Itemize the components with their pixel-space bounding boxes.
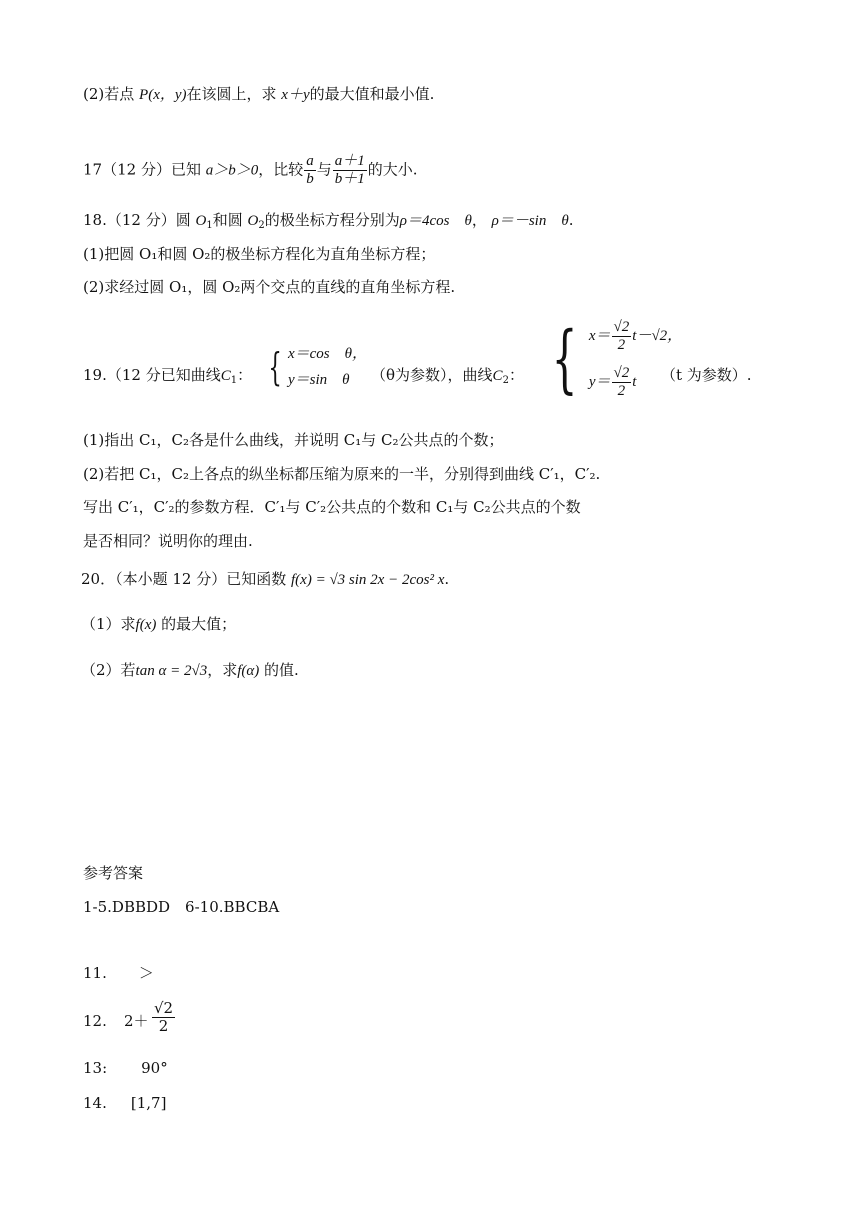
q19-lead: 19.（12 分已知曲线 bbox=[83, 366, 221, 384]
q18-equation-1: ρ＝4cos θ bbox=[399, 213, 472, 229]
question-19-part-1: (1)指出 C₁，C₂各是什么曲线，并说明 C₁与 C₂公共点的个数； bbox=[83, 431, 504, 449]
q16-text: (2)若点 bbox=[83, 85, 135, 103]
q17-text: ，比较 bbox=[258, 160, 304, 179]
q19-c1-system: { x＝cos θ， y＝sin θ bbox=[263, 341, 367, 393]
question-18-part-1: (1)把圆 O₁和圆 O₂的极坐标方程化为直角坐标方程； bbox=[83, 245, 436, 263]
q19-text: （θ为参数），曲线 bbox=[371, 366, 493, 384]
q20-condition: tan α = 2√3 bbox=[135, 663, 208, 679]
question-18-part-2: (2)求经过圆 O₁，圆 O₂两个交点的直线的直角坐标方程. bbox=[83, 278, 456, 296]
answer-14: 14. [1,7] bbox=[83, 1094, 167, 1112]
q20-function-ref: f(α) bbox=[237, 663, 260, 679]
q18-equation-2: ρ＝－sin θ bbox=[491, 213, 569, 229]
q19-param-note: （t 为参数）. bbox=[661, 366, 752, 384]
q18-circle-o2: O bbox=[247, 213, 259, 229]
q16-text: 在该圆上，求 bbox=[186, 85, 277, 103]
q17-fraction-1: $\frac{a}{b}$ bbox=[306, 153, 314, 187]
document-page: (2)若点 P(x，y)在该圆上，求 x＋y的最大值和最小值. 17（12 分）已知 a＞b＞0，比较 $\frac{a}{b}$ 与 $\frac{a+1}{b+1}$ 的大小. 18.（12 分）圆 $O_1$和圆 $O_2$的极坐标方程分别为ρ＝4cos θ， ρ＝－sin θ. (1)把圆 O₁和圆 O₂的极坐标方程化为直角坐标方程； (2)求经过圆 O₁，圆 O₂两个交点的直线的直角坐标方程. 19.（12 分已知曲线$C_1$： { x＝cos θ， y＝sin θ （θ为参数），曲线$C_2$： { x＝ $\frac{√2}{2}$ t－√2， y＝ $\frac{√2}{2}$ t （t 为参数）. (1)指出 C₁，C₂各是什么曲线，并说明 C₁与 C₂公共点的个数； (2)若把 C₁，C₂上各点的纵坐标都压缩为原来的一半，分别得到曲线 C′₁，C′₂. 写出 C′₁，C′₂的参数方程．C′₁与 C′₂公共点的个数和 C₁与 C₂公共点的个数 是否相同？说明你的理由. 20．（本小题 12 分）已知函数 f(x) = √3 sin 2x − 2cos² x. （1）求f(x) 的最大值； （2）若tan α = 2√3，求f(α) 的值. 参考答案 1-5.DBBDD 6-10.BBCBA 11. ＞ 12. 2＋ $\frac{√2}{2}$ 13: 90° 14. [1,7] bbox=[81, 85, 752, 1112]
question-19-part-2b: 写出 C′₁，C′₂的参数方程．C′₁与 C′₂公共点的个数和 C₁与 C₂公共点的个数 bbox=[83, 498, 581, 516]
q18-text: 的极坐标方程分别为 bbox=[264, 211, 400, 229]
answer-11: 11. ＞ bbox=[83, 964, 154, 982]
q17-fraction-2: $\frac{a+1}{b+1}$ bbox=[334, 153, 365, 187]
answers-multiple-choice: 1-5.DBBDD 6-10.BBCBA bbox=[83, 898, 280, 916]
q16-text: 的最大值和最小值. bbox=[309, 85, 435, 103]
answer-12-fraction: $\frac{√2}{2}$ bbox=[154, 999, 174, 1035]
q17-text: 的大小. bbox=[367, 160, 418, 179]
question-20: 20．（本小题 12 分）已知函数 f(x) = √3 sin 2x − 2cos² x. bbox=[81, 570, 450, 588]
question-17 bbox=[83, 153, 418, 188]
question-20-part-2: （2）若tan α = 2√3，求f(α) 的值. bbox=[81, 661, 299, 679]
q16-expression: x＋y bbox=[281, 87, 310, 103]
q19-c2-x-equation: x＝ $\frac{√2}{2}$ t－√2， bbox=[588, 319, 683, 354]
q19-c2-system: { x＝ $\frac{√2}{2}$ t－√2， y＝ $\frac{√2}{2}$ t bbox=[541, 313, 682, 405]
q17-lead: 17（12 分）已知 bbox=[83, 160, 201, 179]
q19-curve-c1: C bbox=[220, 368, 231, 384]
question-18: 18.（12 分）圆 $O_1$和圆 $O_2$的极坐标方程分别为ρ＝4cos θ， ρ＝－sin θ. bbox=[83, 211, 574, 231]
question-20-part-1: （1）求f(x) 的最大值； bbox=[81, 615, 237, 633]
q20-function: f(x) = √3 sin 2x − 2cos² x bbox=[291, 572, 445, 588]
q19-c1-x-equation: x＝cos θ， bbox=[287, 346, 367, 362]
q17-condition: a＞b＞0 bbox=[205, 162, 259, 179]
q18-lead: 18.（12 分）圆 bbox=[83, 211, 191, 229]
answer-13: 13: 90° bbox=[83, 1059, 168, 1077]
q19-curve-c2: C bbox=[492, 368, 503, 384]
q17-text: 与 bbox=[316, 160, 332, 179]
q20-function-ref: f(x) bbox=[135, 617, 157, 633]
question-19-part-2c: 是否相同？说明你的理由. bbox=[83, 532, 253, 550]
q20-lead: 20．（本小题 12 分）已知函数 bbox=[81, 570, 287, 588]
q18-text: 和圆 bbox=[212, 211, 243, 229]
question-19-part-2a: (2)若把 C₁，C₂上各点的纵坐标都压缩为原来的一半，分别得到曲线 C′₁，C′₂. bbox=[83, 465, 601, 483]
q18-circle-o1: O bbox=[195, 213, 207, 229]
question-16-part-2 bbox=[83, 84, 434, 105]
q19-c2-y-equation: y＝ $\frac{√2}{2}$ t bbox=[588, 365, 637, 400]
q16-point: P(x，y) bbox=[139, 87, 187, 103]
answers-title: 参考答案 bbox=[83, 864, 144, 882]
q19-c1-y-equation: y＝sin θ bbox=[287, 372, 350, 388]
